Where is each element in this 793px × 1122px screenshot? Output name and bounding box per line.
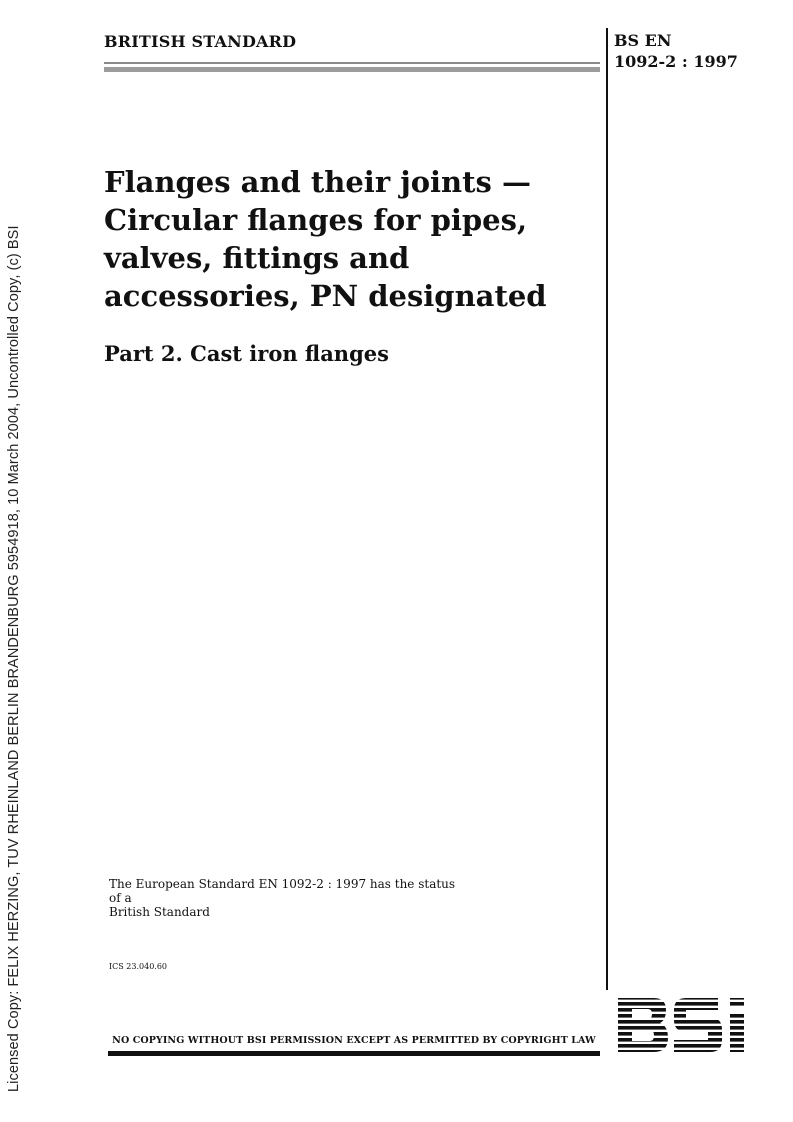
title-line2: Circular flanges for pipes,: [104, 203, 528, 237]
column-divider: [606, 28, 608, 990]
document-title: [104, 163, 594, 315]
license-watermark: Licensed Copy: FELIX HERZING, TUV RHEINLAND BERLIN BRANDENBURG 5954918, 10 March 2004, Uncontrolled Copy, (c) BSI: [6, 225, 22, 1092]
bsi-logo: [618, 996, 758, 1062]
header-rule-thin: [104, 62, 600, 64]
header-rule-thick: [104, 67, 600, 72]
status-line1: The European Standard EN 1092-2 : 1997 has the status of a: [109, 877, 456, 905]
part-subtitle: Part 2. Cast iron flanges: [104, 341, 389, 366]
footer-rule: [108, 1051, 600, 1056]
copyright-notice: NO COPYING WITHOUT BSI PERMISSION EXCEPT AS PERMITTED BY COPYRIGHT LAW: [112, 1035, 596, 1046]
standard-number-line1: BS EN: [614, 31, 672, 50]
document-type-label: BRITISH STANDARD: [104, 32, 297, 51]
title-line1: Flanges and their joints —: [104, 165, 531, 199]
status-statement: [109, 877, 469, 919]
title-line3: valves, fittings and: [104, 241, 410, 275]
standard-number: [614, 30, 738, 72]
ics-code: ICS 23.040.60: [109, 962, 168, 971]
title-line4: accessories, PN designated: [104, 279, 547, 313]
standard-number-line2: 1092-2 : 1997: [614, 52, 738, 71]
status-line2: British Standard: [109, 905, 210, 919]
bsi-logo-icon: [618, 996, 758, 1058]
